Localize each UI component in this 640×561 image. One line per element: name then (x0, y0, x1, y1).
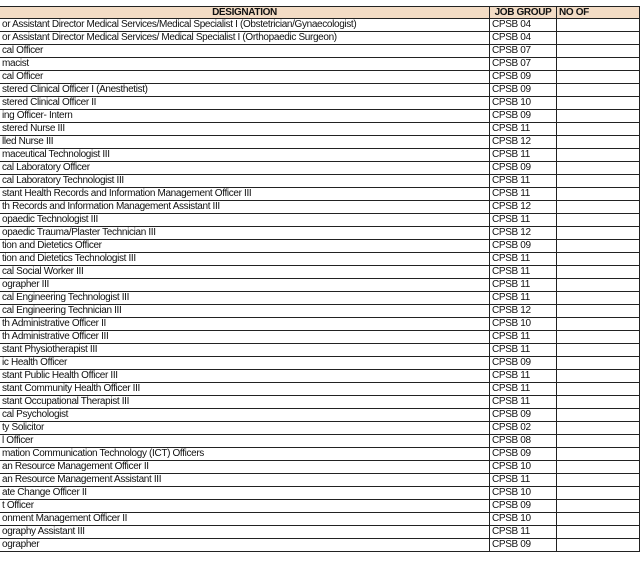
table-row (0, 357, 640, 370)
designation-cell[interactable] (0, 357, 490, 370)
designation-text: ing Officer- Intern (2, 110, 73, 121)
designation-cell[interactable] (0, 331, 490, 344)
designation-cell[interactable] (0, 474, 490, 487)
designation-cell[interactable] (0, 370, 490, 383)
designation-text: cal Engineering Technician III (2, 305, 122, 316)
job-group-cell[interactable]: CPSB 11 (490, 149, 557, 162)
number-of-posts-cell[interactable] (557, 357, 640, 370)
designation-cell[interactable] (0, 435, 490, 448)
designation-text: cal Officer (2, 45, 43, 56)
number-of-posts-cell[interactable] (557, 32, 640, 45)
vacancy-table (0, 6, 640, 552)
table-row (0, 305, 640, 318)
job-group-cell[interactable]: CPSB 09 (490, 500, 557, 513)
designation-cell[interactable] (0, 45, 490, 58)
job-group-cell[interactable]: CPSB 11 (490, 292, 557, 305)
number-of-posts-cell[interactable] (557, 409, 640, 422)
number-of-posts-cell[interactable] (557, 279, 640, 292)
job-group-cell[interactable]: CPSB 10 (490, 513, 557, 526)
job-group-cell[interactable]: CPSB 11 (490, 279, 557, 292)
job-group-cell[interactable]: CPSB 10 (490, 487, 557, 500)
designation-text: cal Officer (2, 71, 43, 82)
table-row (0, 344, 640, 357)
designation-cell[interactable] (0, 110, 490, 123)
table-row (0, 318, 640, 331)
designation-text: tion and Dietetics Technologist III (2, 253, 136, 264)
designation-text: maceutical Technologist III (2, 149, 110, 160)
job-group-cell[interactable]: CPSB 09 (490, 357, 557, 370)
designation-cell[interactable] (0, 448, 490, 461)
table-row (0, 461, 640, 474)
designation-cell[interactable] (0, 383, 490, 396)
number-of-posts-cell[interactable] (557, 240, 640, 253)
job-group-cell[interactable]: CPSB 09 (490, 162, 557, 175)
number-of-posts-cell[interactable] (557, 175, 640, 188)
job-group-cell[interactable]: CPSB 11 (490, 526, 557, 539)
table-row (0, 149, 640, 162)
table-row (0, 448, 640, 461)
table-row (0, 370, 640, 383)
designation-text: lled Nurse III (2, 136, 54, 147)
table-row (0, 19, 640, 32)
designation-cell[interactable] (0, 344, 490, 357)
number-of-posts-cell[interactable] (557, 474, 640, 487)
job-group-cell[interactable]: CPSB 09 (490, 448, 557, 461)
designation-text: stered Clinical Officer II (2, 97, 97, 108)
job-group-cell[interactable]: CPSB 11 (490, 188, 557, 201)
designation-text: cal Engineering Technologist III (2, 292, 130, 303)
job-group-cell[interactable]: CPSB 11 (490, 396, 557, 409)
job-group-cell[interactable]: CPSB 08 (490, 435, 557, 448)
designation-cell[interactable] (0, 513, 490, 526)
job-group-cell[interactable]: CPSB 11 (490, 123, 557, 136)
job-group-cell[interactable]: CPSB 02 (490, 422, 557, 435)
job-group-cell[interactable]: CPSB 12 (490, 136, 557, 149)
designation-cell[interactable] (0, 188, 490, 201)
designation-cell[interactable] (0, 292, 490, 305)
designation-text: ic Health Officer (2, 357, 68, 368)
job-group-cell[interactable]: CPSB 10 (490, 318, 557, 331)
job-group-cell[interactable]: CPSB 10 (490, 97, 557, 110)
number-of-posts-cell[interactable] (557, 201, 640, 214)
designation-cell[interactable] (0, 162, 490, 175)
table-row (0, 266, 640, 279)
designation-cell[interactable] (0, 318, 490, 331)
number-of-posts-cell[interactable] (557, 539, 640, 552)
designation-cell[interactable] (0, 305, 490, 318)
table-row (0, 136, 640, 149)
designation-cell[interactable] (0, 201, 490, 214)
number-of-posts-cell[interactable] (557, 370, 640, 383)
designation-text: th Administrative Officer II (2, 318, 106, 329)
designation-text: an Resource Management Assistant III (2, 474, 162, 485)
job-group-cell[interactable]: CPSB 09 (490, 409, 557, 422)
job-group-cell[interactable]: CPSB 11 (490, 266, 557, 279)
table-row (0, 435, 640, 448)
table-row (0, 214, 640, 227)
job-group-cell[interactable]: CPSB 09 (490, 84, 557, 97)
number-of-posts-cell[interactable] (557, 227, 640, 240)
job-group-cell[interactable]: CPSB 11 (490, 370, 557, 383)
table-row (0, 513, 640, 526)
number-of-posts-cell[interactable] (557, 84, 640, 97)
table-row (0, 45, 640, 58)
number-of-posts-cell[interactable] (557, 292, 640, 305)
number-of-posts-cell[interactable] (557, 305, 640, 318)
table-row (0, 500, 640, 513)
designation-cell[interactable] (0, 227, 490, 240)
number-of-posts-cell[interactable] (557, 149, 640, 162)
job-group-cell[interactable]: CPSB 09 (490, 240, 557, 253)
designation-text: stant Community Health Officer III (2, 383, 140, 394)
number-of-posts-cell[interactable] (557, 435, 640, 448)
number-of-posts-cell[interactable] (557, 110, 640, 123)
number-of-posts-cell[interactable] (557, 461, 640, 474)
designation-cell[interactable] (0, 253, 490, 266)
designation-cell[interactable] (0, 32, 490, 45)
table-row (0, 396, 640, 409)
table-row (0, 188, 640, 201)
job-group-cell[interactable]: CPSB 11 (490, 175, 557, 188)
number-of-posts-cell[interactable] (557, 383, 640, 396)
designation-text: opaedic Technologist III (2, 214, 98, 225)
designation-cell[interactable] (0, 136, 490, 149)
job-group-cell[interactable]: CPSB 04 (490, 32, 557, 45)
designation-cell[interactable] (0, 71, 490, 84)
designation-cell[interactable] (0, 500, 490, 513)
header-row (0, 7, 640, 19)
table-row (0, 487, 640, 500)
table-row (0, 539, 640, 552)
job-group-cell[interactable]: CPSB 11 (490, 253, 557, 266)
table-row (0, 175, 640, 188)
table-row (0, 279, 640, 292)
designation-cell[interactable] (0, 84, 490, 97)
number-of-posts-cell[interactable] (557, 318, 640, 331)
job-group-cell[interactable]: CPSB 09 (490, 539, 557, 552)
designation-cell[interactable] (0, 396, 490, 409)
designation-cell[interactable] (0, 240, 490, 253)
job-group-cell[interactable]: CPSB 04 (490, 19, 557, 32)
number-of-posts-cell[interactable] (557, 266, 640, 279)
designation-cell[interactable] (0, 266, 490, 279)
table-row (0, 383, 640, 396)
number-of-posts-cell[interactable] (557, 97, 640, 110)
designation-cell[interactable] (0, 214, 490, 227)
designation-text: an Resource Management Officer II (2, 461, 149, 472)
job-group-cell[interactable]: CPSB 12 (490, 227, 557, 240)
table-row (0, 292, 640, 305)
number-of-posts-cell[interactable] (557, 487, 640, 500)
number-of-posts-cell[interactable] (557, 162, 640, 175)
table-row (0, 253, 640, 266)
designation-text: cal Laboratory Officer (2, 162, 90, 173)
designation-text: cal Social Worker III (2, 266, 84, 277)
number-of-posts-cell[interactable] (557, 396, 640, 409)
designation-text: or Assistant Director Medical Services/Medical Specialist I (Obstetrician/Gynaecologist) (2, 19, 357, 30)
number-of-posts-cell[interactable] (557, 188, 640, 201)
designation-text: stant Health Records and Information Management Officer III (2, 188, 252, 199)
job-group-header: JOB GROUP (490, 7, 557, 19)
designation-cell[interactable] (0, 487, 490, 500)
designation-text: ographer III (2, 279, 49, 290)
number-of-posts-cell[interactable] (557, 71, 640, 84)
designation-cell[interactable] (0, 19, 490, 32)
number-of-posts-cell[interactable] (557, 214, 640, 227)
table-row (0, 162, 640, 175)
number-of-posts-cell[interactable] (557, 45, 640, 58)
number-of-posts-cell[interactable] (557, 500, 640, 513)
table-row (0, 240, 640, 253)
number-of-posts-cell[interactable] (557, 253, 640, 266)
table-row (0, 84, 640, 97)
designation-cell[interactable] (0, 123, 490, 136)
table-row (0, 422, 640, 435)
job-group-cell[interactable]: CPSB 12 (490, 305, 557, 318)
number-of-posts-cell[interactable] (557, 513, 640, 526)
designation-text: stered Nurse III (2, 123, 65, 134)
designation-cell[interactable] (0, 422, 490, 435)
number-of-posts-cell[interactable] (557, 331, 640, 344)
designation-text: stant Public Health Officer III (2, 370, 118, 381)
table-row (0, 71, 640, 84)
designation-text: stered Clinical Officer I (Anesthetist) (2, 84, 148, 95)
designation-text: th Records and Information Management Assistant III (2, 201, 220, 212)
designation-cell[interactable] (0, 409, 490, 422)
designation-text: stant Occupational Therapist III (2, 396, 130, 407)
table-row (0, 110, 640, 123)
job-group-cell[interactable]: CPSB 09 (490, 110, 557, 123)
designation-text: l Officer (2, 435, 34, 446)
number-of-posts-cell[interactable] (557, 19, 640, 32)
table-row (0, 331, 640, 344)
designation-text: cal Psychologist (2, 409, 69, 420)
designation-cell[interactable] (0, 175, 490, 188)
table-body (0, 19, 640, 552)
table-row (0, 201, 640, 214)
table-row (0, 526, 640, 539)
designation-text: tion and Dietetics Officer (2, 240, 102, 251)
number-of-posts-header: NO OF (557, 7, 640, 19)
number-of-posts-cell[interactable] (557, 448, 640, 461)
designation-text: onment Management Officer II (2, 513, 128, 524)
number-of-posts-cell[interactable] (557, 136, 640, 149)
number-of-posts-cell[interactable] (557, 344, 640, 357)
job-group-cell[interactable]: CPSB 11 (490, 214, 557, 227)
number-of-posts-cell[interactable] (557, 526, 640, 539)
job-group-cell[interactable]: CPSB 11 (490, 474, 557, 487)
designation-cell[interactable] (0, 149, 490, 162)
designation-text: ography Assistant III (2, 526, 85, 537)
table-row (0, 227, 640, 240)
job-group-cell[interactable]: CPSB 11 (490, 344, 557, 357)
designation-text: macist (2, 58, 29, 69)
designation-header: DESIGNATION (0, 7, 490, 19)
spreadsheet-sheet (0, 6, 640, 552)
designation-text: stant Physiotherapist III (2, 344, 98, 355)
job-group-cell[interactable]: CPSB 11 (490, 331, 557, 344)
job-group-cell[interactable]: CPSB 12 (490, 201, 557, 214)
designation-cell[interactable] (0, 279, 490, 292)
table-row (0, 32, 640, 45)
designation-text: ographer (2, 539, 40, 550)
job-group-cell[interactable]: CPSB 10 (490, 461, 557, 474)
table-row (0, 58, 640, 71)
table-row (0, 474, 640, 487)
designation-text: ty Solicitor (2, 422, 44, 433)
designation-cell[interactable] (0, 526, 490, 539)
designation-text: mation Communication Technology (ICT) Officers (2, 448, 204, 459)
job-group-cell[interactable]: CPSB 11 (490, 383, 557, 396)
table-row (0, 97, 640, 110)
table-row (0, 409, 640, 422)
designation-cell[interactable] (0, 58, 490, 71)
designation-text: or Assistant Director Medical Services/ Medical Specialist I (Orthopaedic Surgeon) (2, 32, 337, 43)
number-of-posts-cell[interactable] (557, 422, 640, 435)
designation-cell[interactable] (0, 461, 490, 474)
designation-text: th Administrative Officer III (2, 331, 109, 342)
designation-cell[interactable] (0, 539, 490, 552)
designation-cell[interactable] (0, 97, 490, 110)
designation-text: cal Laboratory Technologist III (2, 175, 124, 186)
job-group-cell[interactable]: CPSB 09 (490, 71, 557, 84)
job-group-cell[interactable]: CPSB 07 (490, 45, 557, 58)
designation-text: t Officer (2, 500, 34, 511)
job-group-cell[interactable]: CPSB 07 (490, 58, 557, 71)
designation-text: ate Change Officer II (2, 487, 87, 498)
number-of-posts-cell[interactable] (557, 58, 640, 71)
designation-text: opaedic Trauma/Plaster Technician III (2, 227, 156, 238)
number-of-posts-cell[interactable] (557, 123, 640, 136)
table-row (0, 123, 640, 136)
